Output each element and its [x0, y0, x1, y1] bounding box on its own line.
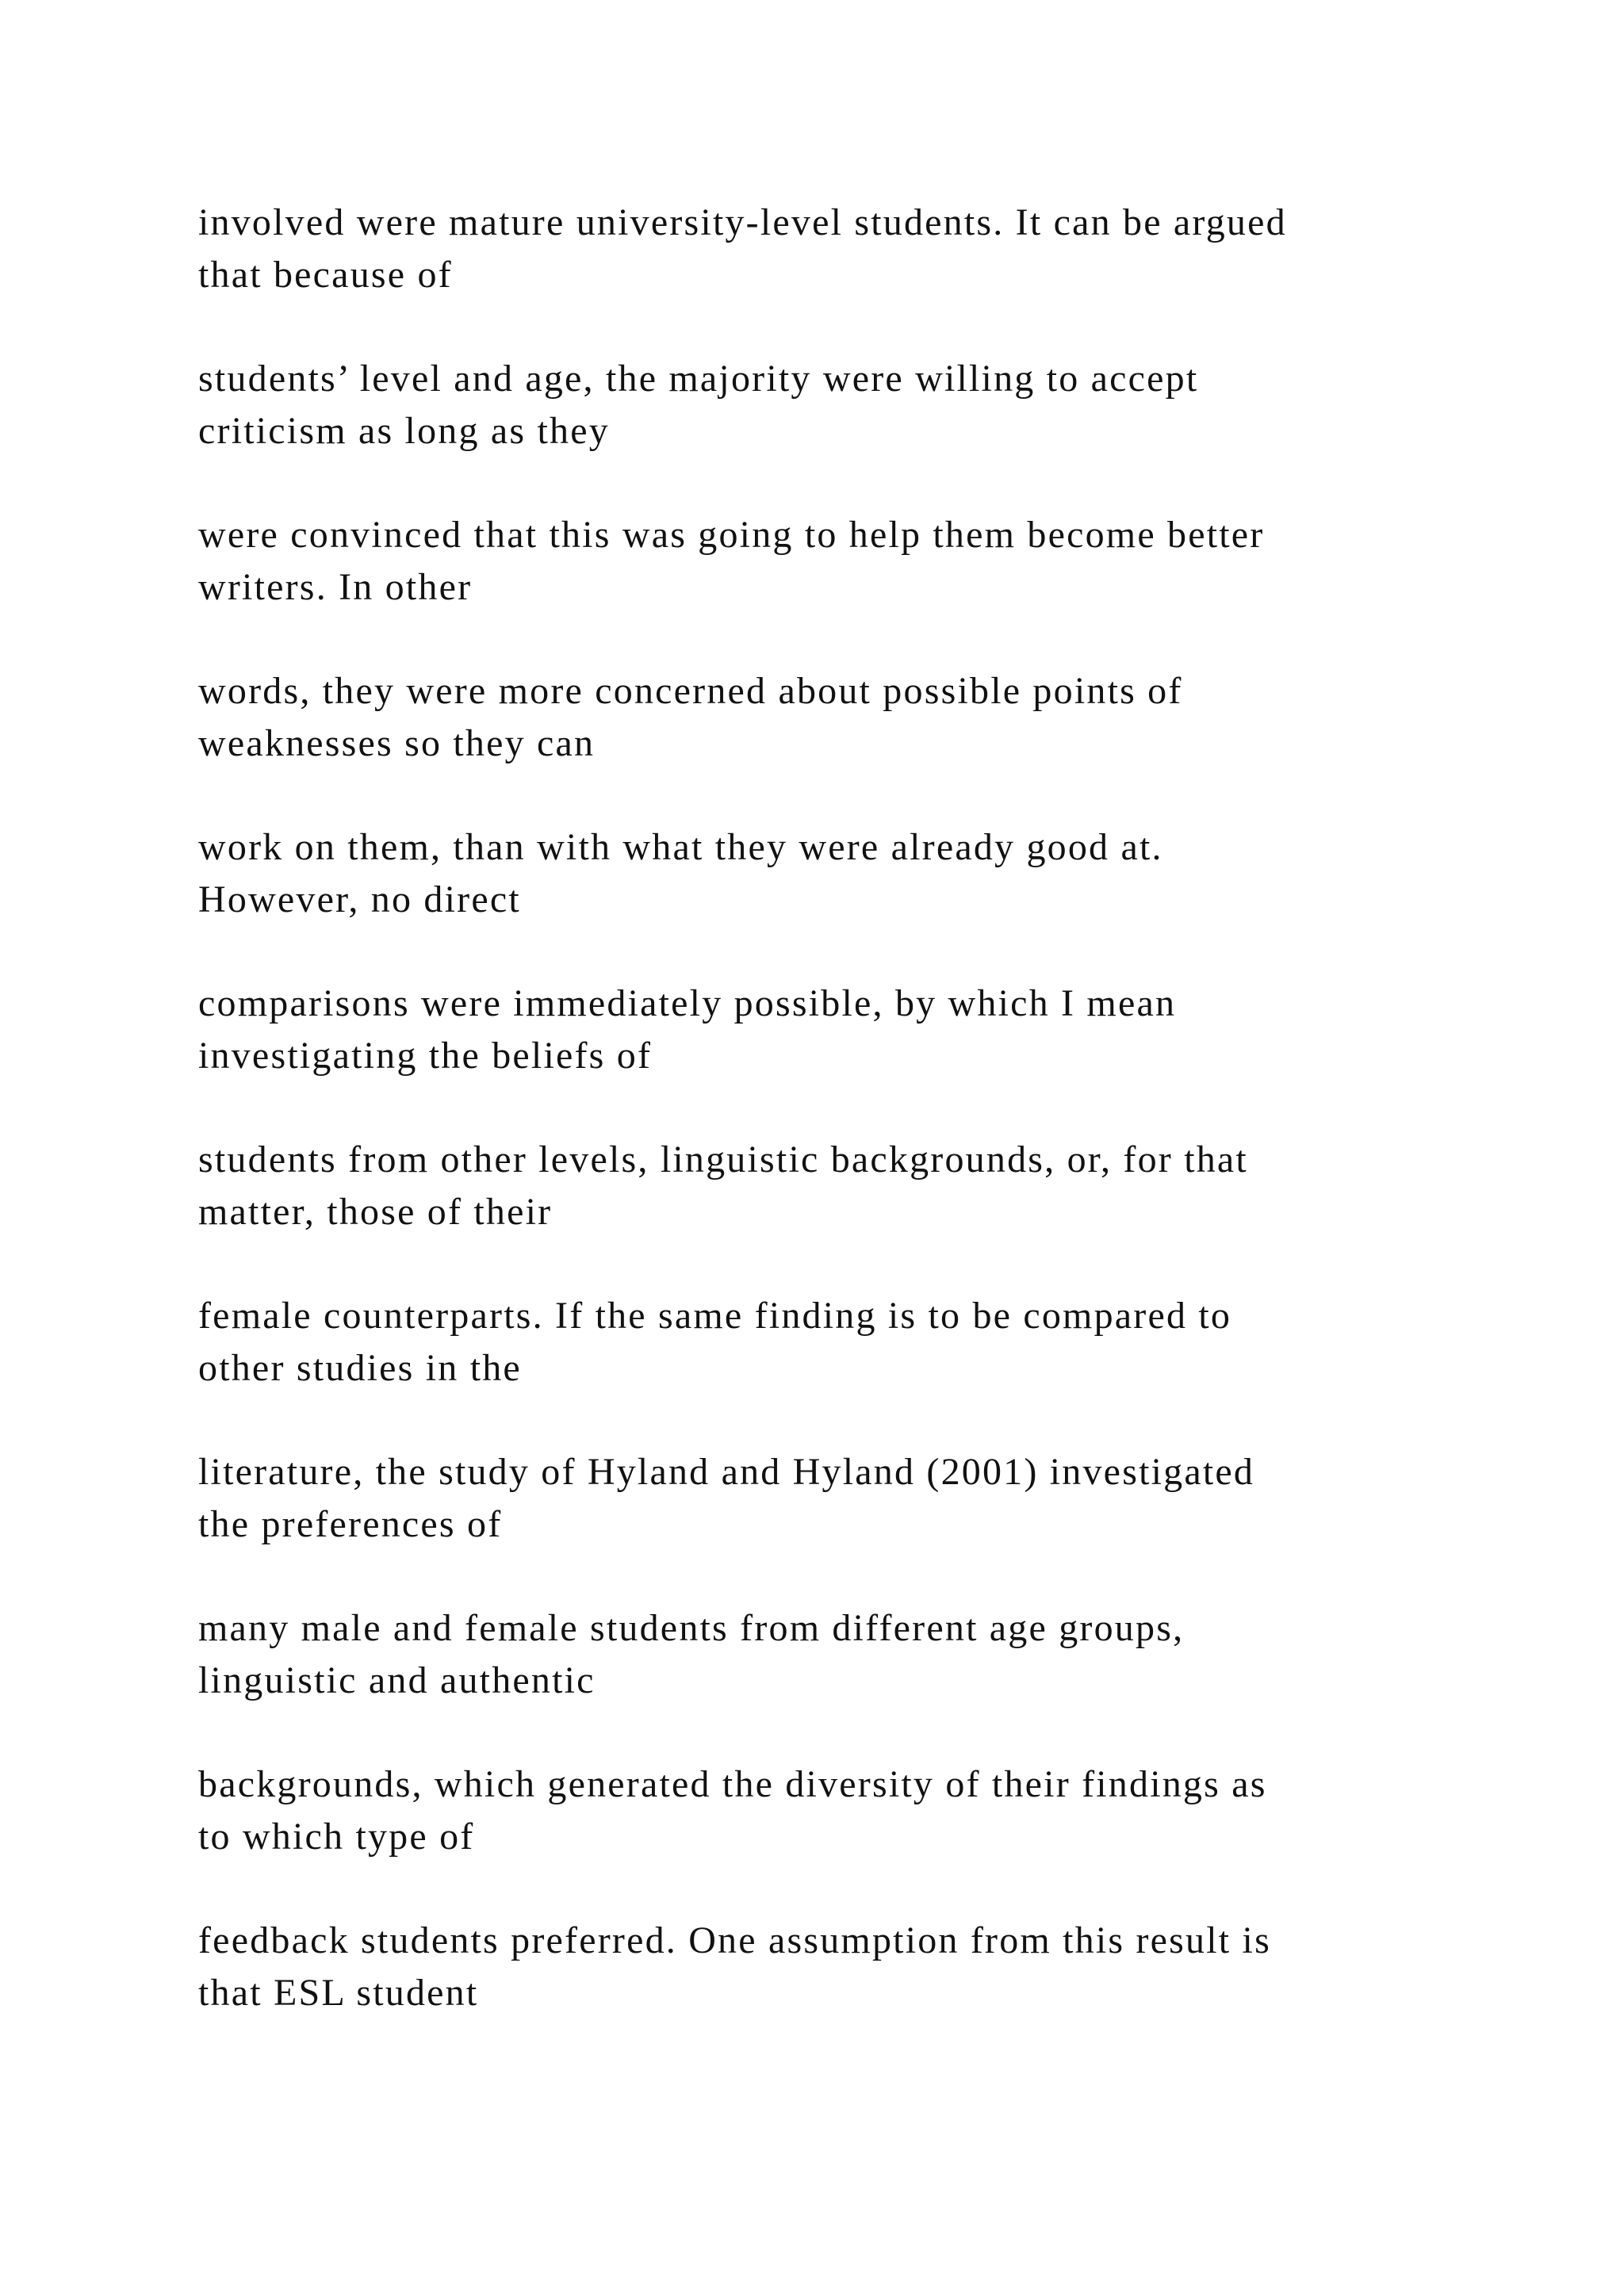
text-line: matter, those of their — [198, 1191, 553, 1233]
paragraph — [198, 821, 1483, 926]
text-line: were convinced that this was going to help them become better — [198, 514, 1265, 556]
paragraph — [198, 665, 1483, 770]
paragraph — [198, 1290, 1483, 1395]
text-line: students from other levels, linguistic backgrounds, or, for that — [198, 1138, 1248, 1181]
text-line: to which type of — [198, 1816, 475, 1858]
text-line: backgrounds, which generated the diversity of their findings as — [198, 1763, 1267, 1805]
text-line: words, they were more concerned about possible points of — [198, 670, 1183, 712]
text-line: involved were mature university-level students. It can be argued — [198, 201, 1287, 243]
text-line: other studies in the — [198, 1347, 522, 1389]
text-line: writers. In other — [198, 566, 473, 608]
paragraph — [198, 1602, 1483, 1707]
text-line: criticism as long as they — [198, 410, 610, 452]
text-line: investigating the beliefs of — [198, 1035, 653, 1077]
text-line: literature, the study of Hyland and Hyland (2001) investigated — [198, 1451, 1255, 1493]
paragraph — [198, 509, 1483, 614]
paragraph — [198, 197, 1483, 301]
paragraph — [198, 1446, 1483, 1551]
paragraph — [198, 1915, 1483, 2019]
paragraph — [198, 1134, 1483, 1238]
text-line: that because of — [198, 254, 453, 296]
text-line: work on them, than with what they were already good at. — [198, 826, 1163, 868]
paragraph — [198, 1758, 1483, 1863]
text-line: comparisons were immediately possible, by which I mean — [198, 982, 1177, 1024]
text-line: that ESL student — [198, 1972, 479, 2014]
text-line: female counterparts. If the same finding is to be compared to — [198, 1295, 1232, 1337]
paragraph — [198, 353, 1483, 457]
paragraph — [198, 978, 1483, 1082]
text-line: linguistic and authentic — [198, 1659, 596, 1701]
text-line: weaknesses so they can — [198, 722, 596, 764]
text-line: many male and female students from different age groups, — [198, 1607, 1185, 1649]
text-line: the preferences of — [198, 1503, 503, 1545]
text-line: feedback students preferred. One assumption from this result is — [198, 1919, 1271, 1961]
text-line: However, no direct — [198, 878, 521, 920]
body-text — [198, 197, 1483, 2071]
text-line: students’ level and age, the majority were willing to accept — [198, 358, 1199, 400]
